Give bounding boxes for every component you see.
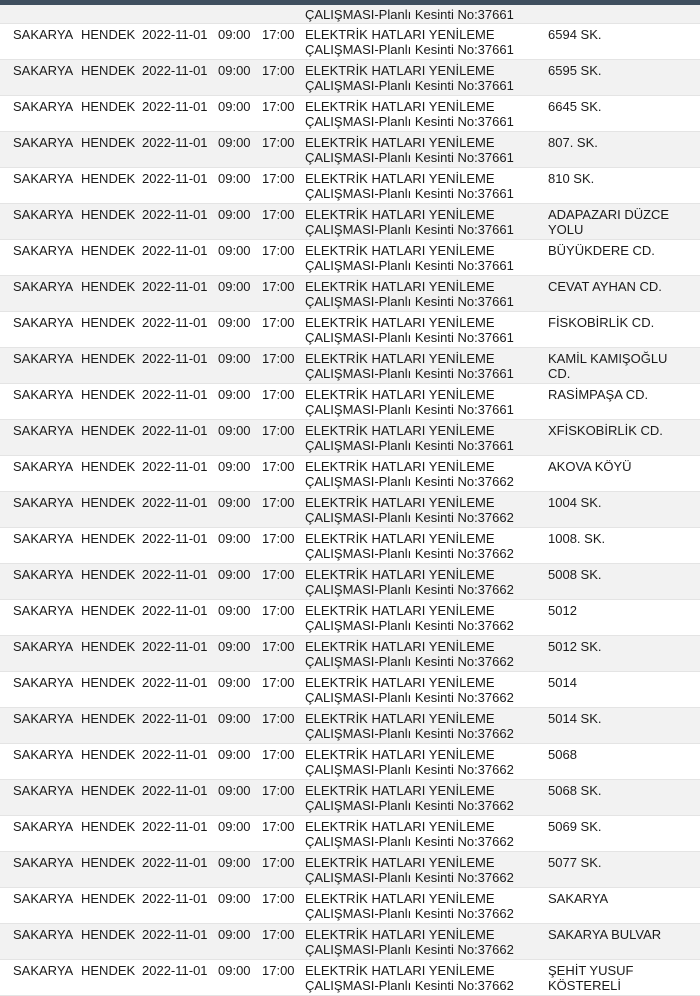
table-row: [0, 204, 700, 240]
outage-reason-cell: [305, 423, 541, 453]
street-cell: 810 SK.: [548, 171, 595, 186]
table-row: [0, 420, 700, 456]
date-cell: 2022-11-01: [142, 243, 208, 258]
street-cell: KAMİL KAMIŞOĞLU CD.: [548, 351, 668, 381]
table-row: [0, 276, 700, 312]
outage-reason-line-2: ÇALIŞMASI-Planlı Kesinti No:37661: [305, 7, 514, 22]
table-row: [0, 888, 700, 924]
start-time-cell: 09:00: [218, 171, 251, 186]
province-cell: SAKARYA: [13, 243, 74, 258]
date-cell: 2022-11-01: [142, 747, 208, 762]
date-cell: 2022-11-01: [142, 495, 208, 510]
district-cell: HENDEK: [81, 171, 136, 186]
date-cell: 2022-11-01: [142, 783, 208, 798]
district-cell: HENDEK: [81, 891, 136, 906]
street-cell: 5014: [548, 675, 577, 690]
table-row: [0, 708, 700, 744]
street-cell: 5012 SK.: [548, 639, 602, 654]
street-cell: 5014 SK.: [548, 711, 602, 726]
outage-reason-line-2: ÇALIŞMASI-Planlı Kesinti No:37662: [305, 906, 514, 921]
start-time-cell: 09:00: [218, 351, 251, 366]
district-cell: HENDEK: [81, 243, 136, 258]
date-cell: 2022-11-01: [142, 963, 208, 978]
start-time-cell: 09:00: [218, 567, 251, 582]
province-cell: SAKARYA: [13, 495, 74, 510]
district-cell: HENDEK: [81, 639, 136, 654]
district-cell: HENDEK: [81, 207, 136, 222]
province-cell: SAKARYA: [13, 603, 74, 618]
end-time-cell: 17:00: [262, 567, 295, 582]
date-cell: 2022-11-01: [142, 927, 208, 942]
district-cell: HENDEK: [81, 279, 136, 294]
outage-reason-line-1: ELEKTRİK HATLARI YENİLEME: [305, 63, 495, 78]
outage-reason-line-2: ÇALIŞMASI-Planlı Kesinti No:37662: [305, 654, 514, 669]
outage-reason-cell: [305, 711, 541, 741]
street-cell: 5069 SK.: [548, 819, 602, 834]
end-time-cell: 17:00: [262, 747, 295, 762]
table-row: [0, 564, 700, 600]
date-cell: 2022-11-01: [142, 891, 208, 906]
outage-reason-line-1: ELEKTRİK HATLARI YENİLEME: [305, 387, 495, 402]
outage-reason-line-1: ELEKTRİK HATLARI YENİLEME: [305, 855, 495, 870]
street-cell: SAKARYA: [548, 891, 609, 906]
table-row: [0, 672, 700, 708]
start-time-cell: 09:00: [218, 531, 251, 546]
street-cell: 6595 SK.: [548, 63, 602, 78]
outage-reason-line-1: ELEKTRİK HATLARI YENİLEME: [305, 819, 495, 834]
date-cell: 2022-11-01: [142, 567, 208, 582]
table-row: [0, 456, 700, 492]
start-time-cell: 09:00: [218, 63, 251, 78]
province-cell: SAKARYA: [13, 927, 74, 942]
table-row: [0, 852, 700, 888]
outage-table: [0, 5, 700, 996]
province-cell: SAKARYA: [13, 351, 74, 366]
date-cell: 2022-11-01: [142, 639, 208, 654]
table-row: [0, 348, 700, 384]
outage-reason-line-1: ELEKTRİK HATLARI YENİLEME: [305, 783, 495, 798]
outage-reason-cell: [305, 567, 541, 597]
end-time-cell: 17:00: [262, 495, 295, 510]
district-cell: HENDEK: [81, 567, 136, 582]
outage-reason-line-1: ELEKTRİK HATLARI YENİLEME: [305, 351, 495, 366]
district-cell: HENDEK: [81, 927, 136, 942]
start-time-cell: 09:00: [218, 855, 251, 870]
start-time-cell: 09:00: [218, 819, 251, 834]
date-cell: 2022-11-01: [142, 171, 208, 186]
date-cell: 2022-11-01: [142, 819, 208, 834]
table-row: [0, 312, 700, 348]
start-time-cell: 09:00: [218, 639, 251, 654]
start-time-cell: 09:00: [218, 387, 251, 402]
end-time-cell: 17:00: [262, 711, 295, 726]
end-time-cell: 17:00: [262, 207, 295, 222]
district-cell: HENDEK: [81, 963, 136, 978]
district-cell: HENDEK: [81, 783, 136, 798]
province-cell: SAKARYA: [13, 459, 74, 474]
table-row: [0, 744, 700, 780]
table-row: [0, 960, 700, 996]
outage-reason-line-2: ÇALIŞMASI-Planlı Kesinti No:37662: [305, 546, 514, 561]
table-row: [0, 96, 700, 132]
outage-reason-line-1: ELEKTRİK HATLARI YENİLEME: [305, 531, 495, 546]
street-cell: 5068: [548, 747, 577, 762]
street-cell: 6594 SK.: [548, 27, 602, 42]
end-time-cell: 17:00: [262, 135, 295, 150]
end-time-cell: 17:00: [262, 927, 295, 942]
outage-reason-line-2: ÇALIŞMASI-Planlı Kesinti No:37662: [305, 942, 514, 957]
district-cell: HENDEK: [81, 315, 136, 330]
outage-reason-cell: [305, 315, 541, 345]
outage-reason-line-1: ELEKTRİK HATLARI YENİLEME: [305, 207, 495, 222]
start-time-cell: 09:00: [218, 135, 251, 150]
outage-reason-line-2: ÇALIŞMASI-Planlı Kesinti No:37661: [305, 294, 514, 309]
start-time-cell: 09:00: [218, 243, 251, 258]
street-cell: 5068 SK.: [548, 783, 602, 798]
province-cell: SAKARYA: [13, 747, 74, 762]
outage-reason-line-1: ELEKTRİK HATLARI YENİLEME: [305, 243, 495, 258]
table-row: [0, 60, 700, 96]
outage-reason-line-2: ÇALIŞMASI-Planlı Kesinti No:37662: [305, 834, 514, 849]
outage-reason-cell: [305, 279, 541, 309]
start-time-cell: 09:00: [218, 315, 251, 330]
outage-reason-cell: [305, 675, 541, 705]
outage-reason-cell: [305, 819, 541, 849]
province-cell: SAKARYA: [13, 63, 74, 78]
street-cell: ADAPAZARI DÜZCE YOLU: [548, 207, 670, 237]
table-row: [0, 492, 700, 528]
outage-reason-line-2: ÇALIŞMASI-Planlı Kesinti No:37662: [305, 582, 514, 597]
start-time-cell: 09:00: [218, 279, 251, 294]
street-cell: XFİSKOBİRLİK CD.: [548, 423, 663, 438]
date-cell: 2022-11-01: [142, 99, 208, 114]
start-time-cell: 09:00: [218, 927, 251, 942]
district-cell: HENDEK: [81, 135, 136, 150]
outage-reason-line-2: ÇALIŞMASI-Planlı Kesinti No:37661: [305, 258, 514, 273]
end-time-cell: 17:00: [262, 27, 295, 42]
district-cell: HENDEK: [81, 675, 136, 690]
end-time-cell: 17:00: [262, 963, 295, 978]
end-time-cell: 17:00: [262, 171, 295, 186]
outage-reason-line-1: ELEKTRİK HATLARI YENİLEME: [305, 675, 495, 690]
outage-reason-line-1: ELEKTRİK HATLARI YENİLEME: [305, 99, 495, 114]
outage-reason-cell: [305, 171, 541, 201]
outage-reason-cell: [305, 783, 541, 813]
outage-reason-cell: [305, 531, 541, 561]
province-cell: SAKARYA: [13, 99, 74, 114]
end-time-cell: 17:00: [262, 639, 295, 654]
table-row: [0, 132, 700, 168]
date-cell: 2022-11-01: [142, 279, 208, 294]
district-cell: HENDEK: [81, 459, 136, 474]
street-cell: SAKARYA BULVAR: [548, 927, 662, 942]
district-cell: HENDEK: [81, 855, 136, 870]
outage-reason-line-2: ÇALIŞMASI-Planlı Kesinti No:37662: [305, 618, 514, 633]
end-time-cell: 17:00: [262, 891, 295, 906]
street-cell: 1008. SK.: [548, 531, 606, 546]
outage-reason-line-1: ELEKTRİK HATLARI YENİLEME: [305, 423, 495, 438]
outage-reason-line-1: ELEKTRİK HATLARI YENİLEME: [305, 927, 495, 942]
street-cell: 807. SK.: [548, 135, 598, 150]
outage-reason-line-2: ÇALIŞMASI-Planlı Kesinti No:37661: [305, 186, 514, 201]
outage-reason-line-2: ÇALIŞMASI-Planlı Kesinti No:37662: [305, 978, 514, 993]
outage-reason-line-2: ÇALIŞMASI-Planlı Kesinti No:37661: [305, 42, 514, 57]
end-time-cell: 17:00: [262, 315, 295, 330]
outage-reason-cell: [305, 963, 541, 993]
province-cell: SAKARYA: [13, 855, 74, 870]
outage-reason-line-2: ÇALIŞMASI-Planlı Kesinti No:37662: [305, 726, 514, 741]
end-time-cell: 17:00: [262, 63, 295, 78]
table-body: [0, 24, 700, 996]
street-cell: ŞEHİT YUSUF KÖSTERELİ: [548, 963, 634, 993]
outage-reason-cell: [305, 135, 541, 165]
date-cell: 2022-11-01: [142, 855, 208, 870]
end-time-cell: 17:00: [262, 351, 295, 366]
province-cell: SAKARYA: [13, 963, 74, 978]
date-cell: 2022-11-01: [142, 459, 208, 474]
outage-reason-line-2: ÇALIŞMASI-Planlı Kesinti No:37662: [305, 510, 514, 525]
table-row-partial: [0, 5, 700, 24]
date-cell: 2022-11-01: [142, 387, 208, 402]
street-cell: 6645 SK.: [548, 99, 602, 114]
district-cell: HENDEK: [81, 27, 136, 42]
start-time-cell: 09:00: [218, 747, 251, 762]
province-cell: SAKARYA: [13, 135, 74, 150]
outage-reason-line-2: ÇALIŞMASI-Planlı Kesinti No:37661: [305, 150, 514, 165]
outage-reason-line-1: ELEKTRİK HATLARI YENİLEME: [305, 747, 495, 762]
table-row: [0, 816, 700, 852]
start-time-cell: 09:00: [218, 675, 251, 690]
district-cell: HENDEK: [81, 99, 136, 114]
street-cell: CEVAT AYHAN CD.: [548, 279, 662, 294]
outage-reason-line-1: ELEKTRİK HATLARI YENİLEME: [305, 603, 495, 618]
start-time-cell: 09:00: [218, 459, 251, 474]
outage-reason-line-2: ÇALIŞMASI-Planlı Kesinti No:37662: [305, 474, 514, 489]
province-cell: SAKARYA: [13, 819, 74, 834]
district-cell: HENDEK: [81, 495, 136, 510]
province-cell: SAKARYA: [13, 567, 74, 582]
outage-reason-line-2: ÇALIŞMASI-Planlı Kesinti No:37662: [305, 762, 514, 777]
table-row: [0, 168, 700, 204]
start-time-cell: 09:00: [218, 495, 251, 510]
outage-reason-line-2: ÇALIŞMASI-Planlı Kesinti No:37661: [305, 114, 514, 129]
outage-reason-line-1: ELEKTRİK HATLARI YENİLEME: [305, 315, 495, 330]
date-cell: 2022-11-01: [142, 603, 208, 618]
province-cell: SAKARYA: [13, 207, 74, 222]
date-cell: 2022-11-01: [142, 27, 208, 42]
outage-reason-cell: [305, 495, 541, 525]
table-row: [0, 636, 700, 672]
end-time-cell: 17:00: [262, 531, 295, 546]
province-cell: SAKARYA: [13, 639, 74, 654]
street-cell: 5012: [548, 603, 577, 618]
end-time-cell: 17:00: [262, 423, 295, 438]
end-time-cell: 17:00: [262, 783, 295, 798]
start-time-cell: 09:00: [218, 423, 251, 438]
date-cell: 2022-11-01: [142, 63, 208, 78]
outage-reason-line-2: ÇALIŞMASI-Planlı Kesinti No:37661: [305, 330, 514, 345]
outage-reason-line-1: ELEKTRİK HATLARI YENİLEME: [305, 891, 495, 906]
outage-reason-line-2: ÇALIŞMASI-Planlı Kesinti No:37661: [305, 402, 514, 417]
start-time-cell: 09:00: [218, 603, 251, 618]
end-time-cell: 17:00: [262, 603, 295, 618]
street-cell: BÜYÜKDERE CD.: [548, 243, 655, 258]
district-cell: HENDEK: [81, 63, 136, 78]
date-cell: 2022-11-01: [142, 207, 208, 222]
district-cell: HENDEK: [81, 747, 136, 762]
start-time-cell: 09:00: [218, 891, 251, 906]
district-cell: HENDEK: [81, 711, 136, 726]
outage-reason-cell: [305, 747, 541, 777]
end-time-cell: 17:00: [262, 99, 295, 114]
outage-reason-line-1: ELEKTRİK HATLARI YENİLEME: [305, 495, 495, 510]
start-time-cell: 09:00: [218, 783, 251, 798]
date-cell: 2022-11-01: [142, 351, 208, 366]
district-cell: HENDEK: [81, 531, 136, 546]
province-cell: SAKARYA: [13, 783, 74, 798]
province-cell: SAKARYA: [13, 891, 74, 906]
street-cell: 1004 SK.: [548, 495, 602, 510]
end-time-cell: 17:00: [262, 279, 295, 294]
outage-reason-line-1: ELEKTRİK HATLARI YENİLEME: [305, 639, 495, 654]
street-cell: 5077 SK.: [548, 855, 602, 870]
date-cell: 2022-11-01: [142, 711, 208, 726]
street-cell: 5008 SK.: [548, 567, 602, 582]
district-cell: HENDEK: [81, 819, 136, 834]
outage-reason-line-2: ÇALIŞMASI-Planlı Kesinti No:37662: [305, 690, 514, 705]
outage-reason-cell: [305, 639, 541, 669]
date-cell: 2022-11-01: [142, 675, 208, 690]
table-row: [0, 528, 700, 564]
province-cell: SAKARYA: [13, 27, 74, 42]
start-time-cell: 09:00: [218, 711, 251, 726]
street-cell: RASİMPAŞA CD.: [548, 387, 649, 402]
outage-reason-line-1: ELEKTRİK HATLARI YENİLEME: [305, 711, 495, 726]
date-cell: 2022-11-01: [142, 315, 208, 330]
table-row: [0, 924, 700, 960]
outage-reason-line-2: ÇALIŞMASI-Planlı Kesinti No:37661: [305, 222, 514, 237]
end-time-cell: 17:00: [262, 243, 295, 258]
table-row: [0, 780, 700, 816]
outage-reason-line-2: ÇALIŞMASI-Planlı Kesinti No:37662: [305, 870, 514, 885]
outage-reason-line-2: ÇALIŞMASI-Planlı Kesinti No:37662: [305, 798, 514, 813]
outage-reason-cell: [305, 891, 541, 921]
end-time-cell: 17:00: [262, 819, 295, 834]
outage-reason-cell: [305, 27, 541, 57]
outage-reason-cell: [305, 387, 541, 417]
province-cell: SAKARYA: [13, 171, 74, 186]
province-cell: SAKARYA: [13, 279, 74, 294]
district-cell: HENDEK: [81, 387, 136, 402]
province-cell: SAKARYA: [13, 315, 74, 330]
table-row: [0, 24, 700, 60]
outage-reason-cell: [305, 207, 541, 237]
outage-reason-cell: [305, 351, 541, 381]
date-cell: 2022-11-01: [142, 135, 208, 150]
end-time-cell: 17:00: [262, 387, 295, 402]
district-cell: HENDEK: [81, 351, 136, 366]
province-cell: SAKARYA: [13, 387, 74, 402]
district-cell: HENDEK: [81, 603, 136, 618]
start-time-cell: 09:00: [218, 27, 251, 42]
date-cell: 2022-11-01: [142, 423, 208, 438]
start-time-cell: 09:00: [218, 963, 251, 978]
outage-reason-cell: [305, 7, 541, 22]
outage-reason-line-1: ELEKTRİK HATLARI YENİLEME: [305, 459, 495, 474]
end-time-cell: 17:00: [262, 675, 295, 690]
outage-reason-line-2: ÇALIŞMASI-Planlı Kesinti No:37661: [305, 438, 514, 453]
outage-reason-line-2: ÇALIŞMASI-Planlı Kesinti No:37661: [305, 366, 514, 381]
end-time-cell: 17:00: [262, 855, 295, 870]
outage-reason-cell: [305, 63, 541, 93]
outage-reason-line-1: ELEKTRİK HATLARI YENİLEME: [305, 567, 495, 582]
outage-reason-cell: [305, 99, 541, 129]
date-cell: 2022-11-01: [142, 531, 208, 546]
table-row: [0, 384, 700, 420]
outage-reason-cell: [305, 243, 541, 273]
outage-reason-line-1: ELEKTRİK HATLARI YENİLEME: [305, 171, 495, 186]
district-cell: HENDEK: [81, 423, 136, 438]
outage-reason-cell: [305, 927, 541, 957]
start-time-cell: 09:00: [218, 99, 251, 114]
outage-reason-line-2: ÇALIŞMASI-Planlı Kesinti No:37661: [305, 78, 514, 93]
outage-reason-cell: [305, 459, 541, 489]
province-cell: SAKARYA: [13, 675, 74, 690]
outage-reason-line-1: ELEKTRİK HATLARI YENİLEME: [305, 963, 495, 978]
outage-reason-line-1: ELEKTRİK HATLARI YENİLEME: [305, 135, 495, 150]
outage-reason-line-1: ELEKTRİK HATLARI YENİLEME: [305, 27, 495, 42]
end-time-cell: 17:00: [262, 459, 295, 474]
table-row: [0, 240, 700, 276]
province-cell: SAKARYA: [13, 711, 74, 726]
table-row: [0, 600, 700, 636]
province-cell: SAKARYA: [13, 531, 74, 546]
outage-reason-cell: [305, 603, 541, 633]
street-cell: FİSKOBİRLİK CD.: [548, 315, 655, 330]
start-time-cell: 09:00: [218, 207, 251, 222]
street-cell: AKOVA KÖYÜ: [548, 459, 632, 474]
outage-reason-cell: [305, 855, 541, 885]
outage-reason-line-1: ELEKTRİK HATLARI YENİLEME: [305, 279, 495, 294]
province-cell: SAKARYA: [13, 423, 74, 438]
